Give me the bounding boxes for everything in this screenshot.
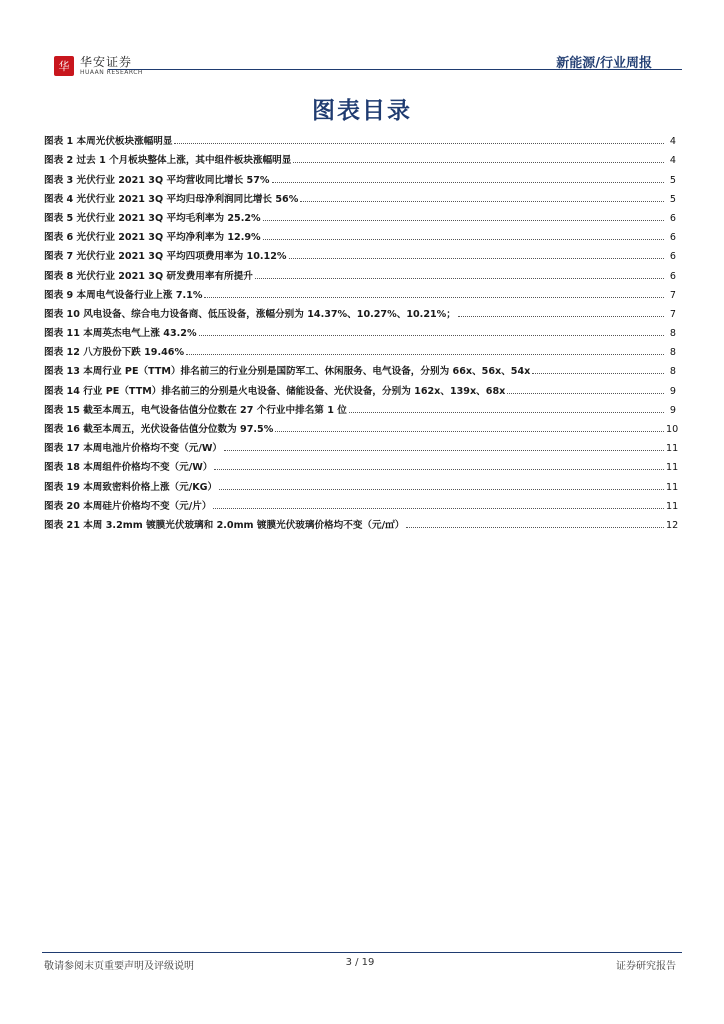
toc-entry[interactable] [44, 512, 679, 531]
logo-seal-icon: 华 [54, 56, 74, 76]
toc-entry-page[interactable]: 7 [669, 289, 676, 301]
toc-entry-page[interactable]: 11 [666, 500, 679, 512]
toc-entry-page[interactable]: 6 [669, 270, 676, 282]
toc-leader-dots [186, 354, 664, 355]
toc-entry-label[interactable]: 图表 5 光伏行业 2021 3Q 平均毛利率为 25.2% [44, 212, 261, 224]
toc-leader-dots [275, 431, 664, 432]
toc-entry[interactable] [44, 282, 676, 301]
toc-entry[interactable] [44, 416, 679, 435]
toc-leader-dots [204, 297, 664, 298]
toc-entry-label[interactable]: 图表 19 本周致密料价格上涨（元/KG） [44, 481, 218, 493]
toc-leader-dots [174, 143, 664, 144]
toc-leader-dots [532, 373, 664, 374]
toc-entry[interactable] [44, 147, 676, 166]
toc-entry-label[interactable]: 图表 18 本周组件价格均不变（元/W） [44, 462, 213, 474]
toc-entry[interactable] [44, 397, 676, 416]
toc-entry-label[interactable]: 图表 2 过去 1 个月板块整体上涨，其中组件板块涨幅明显 [44, 155, 292, 167]
header-divider [108, 69, 682, 70]
toc-leader-dots [214, 469, 664, 470]
toc-entry-label[interactable]: 图表 1 本周光伏板块涨幅明显 [44, 136, 173, 148]
toc-leader-dots [293, 162, 664, 163]
page-number: 3 / 19 [345, 957, 375, 968]
toc-entry-page[interactable]: 8 [669, 328, 676, 340]
toc-leader-dots [224, 450, 664, 451]
toc-entry[interactable] [44, 377, 676, 396]
footer-disclaimer: 敬请参阅末页重要声明及评级说明 [44, 961, 194, 972]
page-footer [44, 957, 676, 973]
toc-leader-dots [213, 508, 664, 509]
footer-divider [42, 952, 682, 953]
toc-entry-label[interactable]: 图表 11 本周英杰电气上涨 43.2% [44, 328, 197, 340]
toc-entry-page[interactable]: 5 [669, 193, 676, 205]
toc-entry-page[interactable]: 4 [669, 155, 676, 167]
toc-entry-page[interactable]: 6 [669, 232, 676, 244]
toc-entry[interactable] [44, 186, 676, 205]
toc-entry-label[interactable]: 图表 16 截至本周五，光伏设备估值分位数为 97.5% [44, 424, 274, 435]
toc-entry-label[interactable]: 图表 21 本周 3.2mm 镀膜光伏玻璃和 2.0mm 镀膜光伏玻璃价格均不变（元/㎡） [44, 519, 405, 531]
toc-entry-label[interactable]: 图表 6 光伏行业 2021 3Q 平均净利率为 12.9% [44, 232, 261, 244]
toc-entry-label[interactable]: 图表 9 本周电气设备行业上涨 7.1% [44, 289, 203, 301]
toc-leader-dots [255, 278, 664, 279]
toc-entry[interactable] [44, 301, 676, 320]
toc-entry-label[interactable]: 图表 10 风电设备、综合电力设备商、低压设备，涨幅分别为 14.37%、10.27%、10.21%； [44, 308, 456, 320]
toc-leader-dots [219, 489, 664, 490]
toc-leader-dots [507, 393, 664, 394]
company-logo [54, 52, 143, 80]
toc-entry-page[interactable]: 8 [669, 347, 676, 359]
toc-entry-page[interactable]: 8 [669, 366, 676, 378]
toc-entry-page[interactable]: 5 [669, 174, 676, 186]
toc-entry-label[interactable]: 图表 13 本周行业 PE（TTM）排名前三的行业分别是国防军工、休闲服务、电气设备，分别为 66x、56x、54x [44, 366, 531, 378]
logo-en-text: HUAAN RESEARCH [80, 69, 143, 76]
toc-entry-page[interactable]: 4 [669, 136, 676, 148]
toc-entry[interactable] [44, 205, 676, 224]
toc-entry[interactable] [44, 128, 676, 147]
toc-leader-dots [458, 316, 664, 317]
toc-entry[interactable] [44, 243, 676, 262]
toc-entry-label[interactable]: 图表 7 光伏行业 2021 3Q 平均四项费用率为 10.12% [44, 251, 287, 263]
toc-leader-dots [263, 239, 664, 240]
page-header [42, 44, 682, 80]
toc-leader-dots [199, 335, 664, 336]
toc-leader-dots [272, 182, 664, 183]
toc-entry[interactable] [44, 166, 676, 185]
table-of-figures [44, 128, 679, 531]
toc-entry-page[interactable]: 11 [666, 443, 679, 455]
toc-entry-page[interactable]: 11 [666, 481, 679, 493]
toc-entry-page[interactable]: 10 [666, 424, 679, 435]
toc-entry-page[interactable]: 6 [669, 251, 676, 263]
report-type: 新能源/行业周报 [556, 56, 652, 71]
toc-entry[interactable] [44, 435, 679, 455]
footer-report-label: 证券研究报告 [616, 961, 676, 972]
toc-leader-dots [289, 258, 664, 259]
toc-leader-dots [406, 527, 664, 528]
toc-entry-label[interactable]: 图表 3 光伏行业 2021 3Q 平均营收同比增长 57% [44, 174, 270, 186]
toc-entry-page[interactable]: 9 [669, 404, 676, 416]
toc-entry-label[interactable]: 图表 4 光伏行业 2021 3Q 平均归母净利润同比增长 56% [44, 193, 299, 205]
toc-entry-label[interactable]: 图表 12 八方股份下跌 19.46% [44, 347, 185, 359]
toc-leader-dots [263, 220, 664, 221]
logo-cn-text: 华安证券 [80, 55, 133, 69]
toc-entry-label[interactable]: 图表 20 本周硅片价格均不变（元/片） [44, 500, 212, 512]
toc-entry[interactable] [44, 473, 679, 493]
toc-entry[interactable] [44, 454, 679, 474]
toc-entry-label[interactable]: 图表 8 光伏行业 2021 3Q 研发费用率有所提升 [44, 270, 253, 282]
toc-entry-page[interactable]: 7 [669, 308, 676, 320]
toc-entry-page[interactable]: 9 [669, 385, 676, 397]
page-title: 图表目录 [312, 98, 412, 124]
toc-entry[interactable] [44, 358, 676, 377]
toc-leader-dots [300, 201, 664, 202]
toc-entry[interactable] [44, 339, 676, 358]
toc-entry[interactable] [44, 493, 679, 512]
toc-entry[interactable] [44, 262, 676, 281]
toc-entry-page[interactable]: 11 [666, 462, 679, 474]
toc-leader-dots [349, 412, 664, 413]
toc-entry-label[interactable]: 图表 17 本周电池片价格均不变（元/W） [44, 443, 223, 455]
toc-entry-page[interactable]: 12 [666, 519, 679, 531]
toc-entry-label[interactable]: 图表 14 行业 PE（TTM）排名前三的分别是火电设备、储能设备、光伏设备，分别为 162x、139x、68x [44, 385, 506, 397]
toc-entry-page[interactable]: 6 [669, 212, 676, 224]
toc-entry[interactable] [44, 320, 676, 339]
toc-entry-label[interactable]: 图表 15 截至本周五，电气设备估值分位数在 27 个行业中排名第 1 位 [44, 404, 347, 416]
toc-entry[interactable] [44, 224, 676, 243]
